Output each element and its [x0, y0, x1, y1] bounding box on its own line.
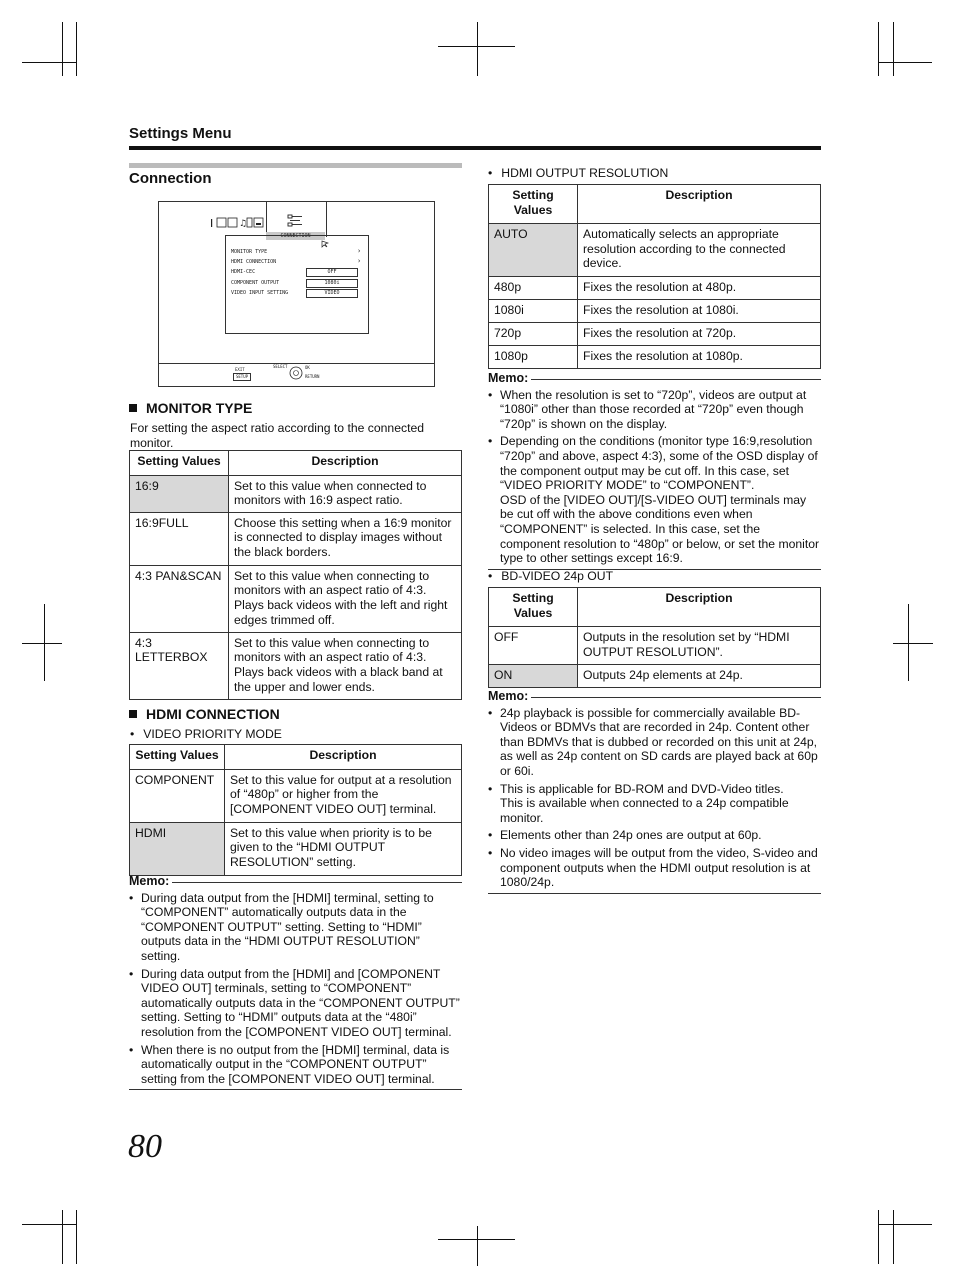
table-cell-value: ON: [489, 665, 578, 688]
crop-mark: [893, 1210, 894, 1264]
crop-mark: [438, 46, 515, 47]
menu-item-value-box: OFF: [306, 268, 358, 277]
table-cell-desc: Automatically selects an appropriate resolution according to the connected device.: [578, 224, 821, 277]
table-cell-value: 4:3 PAN&SCAN: [130, 565, 229, 632]
memo-title: [129, 874, 462, 889]
section-rule: [129, 163, 462, 168]
column-header: Setting Values: [489, 588, 578, 627]
crop-mark: [477, 22, 478, 76]
crop-mark: [76, 1210, 77, 1264]
hdmi-connection-heading-text: HDMI CONNECTION: [146, 706, 280, 722]
memo-end-rule: [129, 1089, 462, 1090]
settings-screen-illustration: [158, 201, 435, 387]
table-cell-value: HDMI: [130, 822, 225, 875]
menu-category-icons: [209, 215, 267, 228]
memo-item: • This is applicable for BD-ROM and DVD-Video titles. This is available when connected to a 24p compatible monitor.: [488, 782, 821, 826]
memo-item: • When there is no output from the [HDMI] terminal, data is automatically output in the “COMPONENT OUTPUT” setting from the [COMPONENT VIDEO OUT] terminal.: [129, 1043, 462, 1087]
column-header: Description: [578, 185, 821, 224]
screen-footer-rule: [159, 363, 434, 364]
table-cell-value: 1080i: [489, 300, 578, 323]
square-bullet-icon: [129, 404, 137, 412]
page-header-title: Settings Menu: [129, 125, 232, 142]
crop-mark: [438, 1239, 515, 1240]
crop-mark: [22, 62, 76, 63]
footer-setup-key: SETUP: [233, 373, 251, 381]
monitor-type-table: [129, 450, 462, 700]
memo-title: [488, 689, 821, 704]
crop-mark: [878, 22, 879, 76]
table-cell-desc: Set to this value for output at a resolution of “480p” or higher from the [COMPONENT VIDEO OUT] terminal.: [225, 769, 462, 822]
column-header: Setting Values: [489, 185, 578, 224]
section-title: Connection: [129, 170, 212, 187]
footer-ok-label: OK: [305, 365, 310, 370]
video-priority-table: [129, 744, 462, 876]
hdmi-output-resolution-label: [488, 166, 668, 180]
table-cell-value: 16:9: [130, 475, 229, 512]
column-header: Description: [578, 588, 821, 627]
menu-item-value-box: VIDEO: [306, 289, 358, 298]
crop-mark: [893, 22, 894, 76]
table-cell-value: AUTO: [489, 224, 578, 277]
memo-title-text: Memo:: [488, 689, 529, 703]
video-priority-mode-text: VIDEO PRIORITY MODE: [143, 727, 282, 741]
table-cell-desc: Outputs 24p elements at 24p.: [578, 665, 821, 688]
table-cell-desc: Set to this value when connecting to monitors with an aspect ratio of 4:3. Plays back videos with a black band at the upper and lower ends.: [229, 632, 462, 699]
table-cell-desc: Fixes the resolution at 720p.: [578, 323, 821, 346]
crop-mark: [477, 1226, 478, 1266]
crop-mark: [22, 1224, 76, 1225]
footer-return-label: RETURN: [305, 374, 320, 379]
table-cell-value: 4:3 LETTERBOX: [130, 632, 229, 699]
hdmi-output-resolution-text: HDMI OUTPUT RESOLUTION: [501, 166, 669, 180]
memo-title-text: Memo:: [488, 371, 529, 385]
memo-item: • During data output from the [HDMI] terminal, setting to “COMPONENT” automatically outputs data in the “COMPONENT OUTPUT” setting. Setting to “HDMI” outputs data in the “HDMI OUTPUT RESOLUTION” setting.: [129, 891, 462, 964]
memo-title-text: Memo:: [129, 874, 170, 888]
crop-mark: [76, 22, 77, 76]
menu-panel: [225, 235, 369, 334]
hdmi-output-resolution-table: [488, 184, 821, 369]
monitor-type-heading: [129, 400, 252, 416]
bd-video-24p-text: BD-VIDEO 24p OUT: [501, 569, 614, 583]
hdmi-output-resolution-memo: [488, 371, 821, 570]
bd-video-24p-label: [488, 569, 613, 583]
table-cell-value: 1080p: [489, 346, 578, 369]
table-cell-value: 720p: [489, 323, 578, 346]
svg-text:♫: ♫: [239, 219, 248, 228]
table-cell-desc: Choose this setting when a 16:9 monitor is connected to display images without the black borders.: [229, 512, 462, 565]
memo-item: • Elements other than 24p ones are output at 60p.: [488, 828, 821, 843]
chevron-right-icon: ›: [357, 247, 362, 255]
menu-item-value-box: 1080i: [306, 279, 358, 288]
connection-tab-label: CONNECTION: [266, 232, 325, 240]
table-cell-value: OFF: [489, 627, 578, 665]
table-cell-desc: Set to this value when connected to monitors with 16:9 aspect ratio.: [229, 475, 462, 512]
crop-mark: [62, 22, 63, 76]
memo-item: • 24p playback is possible for commercially available BD-Videos or BDMVs that are recorded in 24p. Content other than BDMVs that is dubbed or recorded on this unit at 24p, as well as 24p content on SD cards are played back at 60p or 60i.: [488, 706, 821, 779]
menu-item-label: HDMI-CEC: [231, 269, 256, 275]
crop-mark: [893, 643, 933, 644]
memo-item: • During data output from the [HDMI] and [COMPONENT VIDEO OUT] terminals, setting to “COMPONENT” automatically outputs data in the “COMPONENT OUTPUT” setting. Setting to “HDMI” outputs data at the “480i” resolution from the [COMPONENT VIDEO OUT] terminal.: [129, 967, 462, 1040]
menu-item-label: HDMI CONNECTION: [231, 259, 277, 265]
monitor-type-heading-text: MONITOR TYPE: [146, 400, 253, 416]
hdmi-connection-heading: [129, 706, 280, 722]
video-priority-mode-label: [130, 727, 282, 741]
menu-item-label: VIDEO INPUT SETTING: [231, 290, 289, 296]
bd-video-24p-table: [488, 587, 821, 688]
table-cell-value: 480p: [489, 277, 578, 300]
bd-video-24p-memo: [488, 689, 821, 894]
memo-title: [488, 371, 821, 386]
memo-item: • When the resolution is set to “720p”, videos are output at “1080i” other than those recorded at “720p” even though “720p” is shown on the display.: [488, 388, 821, 432]
header-rule: [129, 146, 821, 150]
memo-item: • No video images will be output from the video, S-video and component outputs when the HDMI output resolution is at 1080/24p.: [488, 846, 821, 890]
table-cell-desc: Set to this value when priority is to be given to the “HDMI OUTPUT RESOLUTION” setting.: [225, 822, 462, 875]
footer-select-label: SELECT: [273, 364, 288, 369]
menu-item-label: COMPONENT OUTPUT: [231, 280, 280, 286]
crop-mark: [62, 1210, 63, 1264]
menu-item-label: MONITOR TYPE: [231, 249, 268, 255]
table-cell-desc: Outputs in the resolution set by “HDMI OUTPUT RESOLUTION”.: [578, 627, 821, 665]
hdmi-connection-memo: [129, 874, 462, 1090]
table-cell-desc: Fixes the resolution at 1080p.: [578, 346, 821, 369]
memo-end-rule: [488, 893, 821, 894]
page-number: 80: [128, 1128, 162, 1165]
table-cell-value: COMPONENT: [130, 769, 225, 822]
square-bullet-icon: [129, 710, 137, 718]
column-header: Setting Values: [130, 451, 229, 476]
monitor-type-description: For setting the aspect ratio according to the connected monitor.: [130, 421, 425, 450]
column-header: Setting Values: [130, 745, 225, 770]
footer-exit-label: EXIT: [235, 367, 245, 372]
table-cell-desc: Fixes the resolution at 1080i.: [578, 300, 821, 323]
table-cell-desc: Fixes the resolution at 480p.: [578, 277, 821, 300]
column-header: Description: [229, 451, 462, 476]
crop-mark: [878, 1224, 932, 1225]
crop-mark: [878, 62, 932, 63]
table-cell-value: 16:9FULL: [130, 512, 229, 565]
memo-item: • Depending on the conditions (monitor type 16:9,resolution “720p” and above, aspect 4:3), some of the OSD display of the component output may be cut off. In this case, set “VIDEO PRIORITY MODE” to “COMPONENT”. OSD of the [VIDEO OUT]/[S-VIDEO OUT] terminals may be cut off with the above conditions even when “COMPONENT” is selected. In this case, set the component resolution to “480p” or below, or set the monitor type to other settings except 16:9.: [488, 434, 821, 565]
column-header: Description: [225, 745, 462, 770]
connection-icon: [287, 214, 303, 228]
crop-mark: [22, 643, 62, 644]
crop-mark: [878, 1210, 879, 1264]
chevron-right-icon: ›: [357, 257, 362, 265]
dpad-icon: [288, 366, 304, 380]
table-cell-desc: Set to this value when connecting to monitors with an aspect ratio of 4:3. Plays back videos with the left and right edges trimmed off.: [229, 565, 462, 632]
